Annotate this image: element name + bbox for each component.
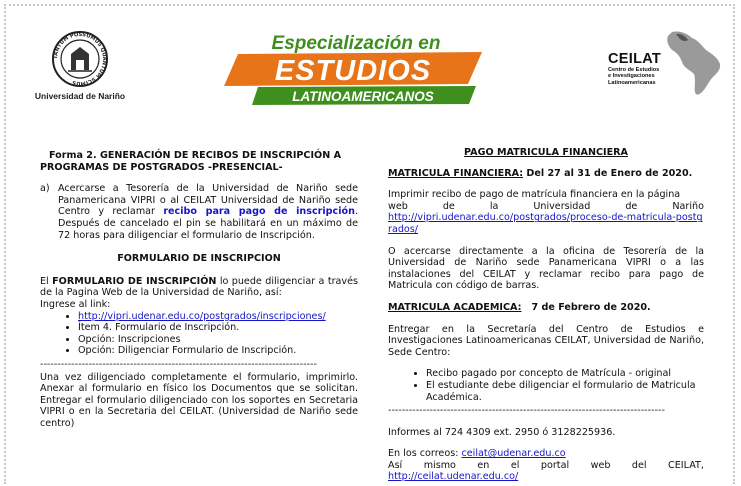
right-column: [388, 147, 704, 483]
left-column: [40, 150, 358, 429]
program-banner: [222, 30, 484, 108]
svg-text:TANTUM POSSUMUS QUANTUM SCIMUS: TANTUM POSSUMUS QUANTUM SCIMUS: [52, 31, 108, 87]
formulario-intro: El FORMULARIO DE INSCRIPCIÓN lo puede diligenciar a través de la Pagina Web de la Universidad de Nariño, así:: [40, 275, 358, 299]
list-item: • Opción: Inscripciones: [78, 334, 358, 346]
correos-line: En los correos: ceilat@udenar.edu.co: [388, 448, 566, 460]
entregar-list: [388, 368, 704, 403]
list-item: • Opción: Diligenciar Formulario de Inscripción.: [78, 345, 358, 357]
financiera-line: MATRICULA FINANCIERA: Del 27 al 31 de Enero de 2020.: [388, 167, 693, 179]
ceilat-logo: [602, 28, 726, 98]
acercarse-text: O acercarse directamente a la oficina de Tesorería de la Universidad de Nariño sede Panamericana VIPRI o a las instalaciones del CEILAT y reclamar recibo para pago de Matricula con código de barras.: [388, 245, 704, 292]
ingrese-label: Ingrese al link:: [40, 298, 111, 310]
ceilat-subtitle-2: e Investigaciones: [608, 73, 655, 80]
list-item[interactable]: [78, 311, 358, 323]
ceilat-subtitle-1: Centro de Estudios: [608, 67, 660, 73]
banner-line1: Especialización en: [271, 33, 441, 54]
banner-line2: ESTUDIOS: [274, 55, 432, 87]
list-item: • Recibo pagado por concepto de Matrícula - original: [426, 368, 704, 380]
separator-dashes: --------------------------------------------------------------------------------: [40, 358, 317, 370]
step-a: [40, 183, 358, 241]
step-a-text: Acercarse a Tesorería de la Universidad de Nariño sede Panamericana VIPRI o al CEILAT Universidad de Nariño sede Centro y reclamar recibo para pago de inscripción. Después de cancelado el pin se habilitará en un máximo de 72 horas para diligenciar el formulario de Inscripción.: [58, 183, 358, 241]
banner-line3: LATINOAMERICANOS: [292, 89, 434, 104]
list-item: • Ítem 4. Formulario de Inscripción.: [78, 322, 358, 334]
closing-text: Una vez diligenciado completamente el formulario, imprimirlo. Anexar al formulario en físico los Documentos que se solicitan. Entregar el formulario diligenciado con los soportes en Secretaria VIPRI o en la Secretaria del CEILAT. (Universidad de Nariño sede centro): [40, 371, 358, 429]
udenar-logo: [26, 30, 134, 101]
ceilat-subtitle-3: Latinoamericanas: [608, 79, 656, 86]
imprimir-line1: Imprimir recibo de pago de matrícula financiera en la página: [388, 189, 681, 201]
pago-heading: PAGO MATRICULA FINANCIERA: [464, 147, 628, 158]
form-title-line2: PROGRAMAS DE POSTGRADOS -PRESENCIAL-: [40, 161, 283, 173]
udenar-seal-icon: [51, 30, 109, 88]
formulario-heading: FORMULARIO DE INSCRIPCION: [117, 253, 281, 265]
step-a-label: a): [40, 183, 50, 195]
ceilat-portal-link[interactable]: http://ceilat.udenar.edu.co/: [388, 471, 519, 483]
ceilat-title: CEILAT: [608, 51, 662, 67]
matricula-link[interactable]: http://vipri.udenar.edu.co/postgrados/proceso-de-matricula-postgrados/: [388, 212, 703, 235]
formulario-steps-list: [40, 311, 358, 357]
university-name: Universidad de Nariño: [34, 91, 126, 101]
recibo-highlight: recibo para pago de inscripción: [163, 206, 355, 218]
academica-line: MATRICULA ACADEMICA: 7 de Febrero de 2020.: [388, 301, 651, 313]
portal-line: Así mismo en el portal web del CEILAT,: [388, 459, 704, 471]
inscripciones-link[interactable]: http://vipri.udenar.edu.co/postgrados/inscripciones/: [78, 310, 326, 322]
separator-dashes: --------------------------------------------------------------------------------: [388, 405, 665, 417]
ceilat-email-link[interactable]: ceilat@udenar.edu.co: [461, 448, 566, 460]
imprimir-line2: web de la Universidad de Nariño: [388, 200, 704, 212]
entregar-text: Entregar en la Secretaría del Centro de Estudios e Investigaciones Latinoamericanas CEILAT, Universidad de Nariño, Sede Centro:: [388, 323, 704, 358]
informes-text: Informes al 724 4309 ext. 2950 ó 3128225936.: [388, 426, 616, 438]
list-item: • El estudiante debe diligenciar el formulario de Matricula Académica.: [426, 380, 704, 403]
form-title-line1: Forma 2. GENERACIÓN DE RECIBOS DE INSCRIPCIÓN A: [49, 150, 341, 161]
